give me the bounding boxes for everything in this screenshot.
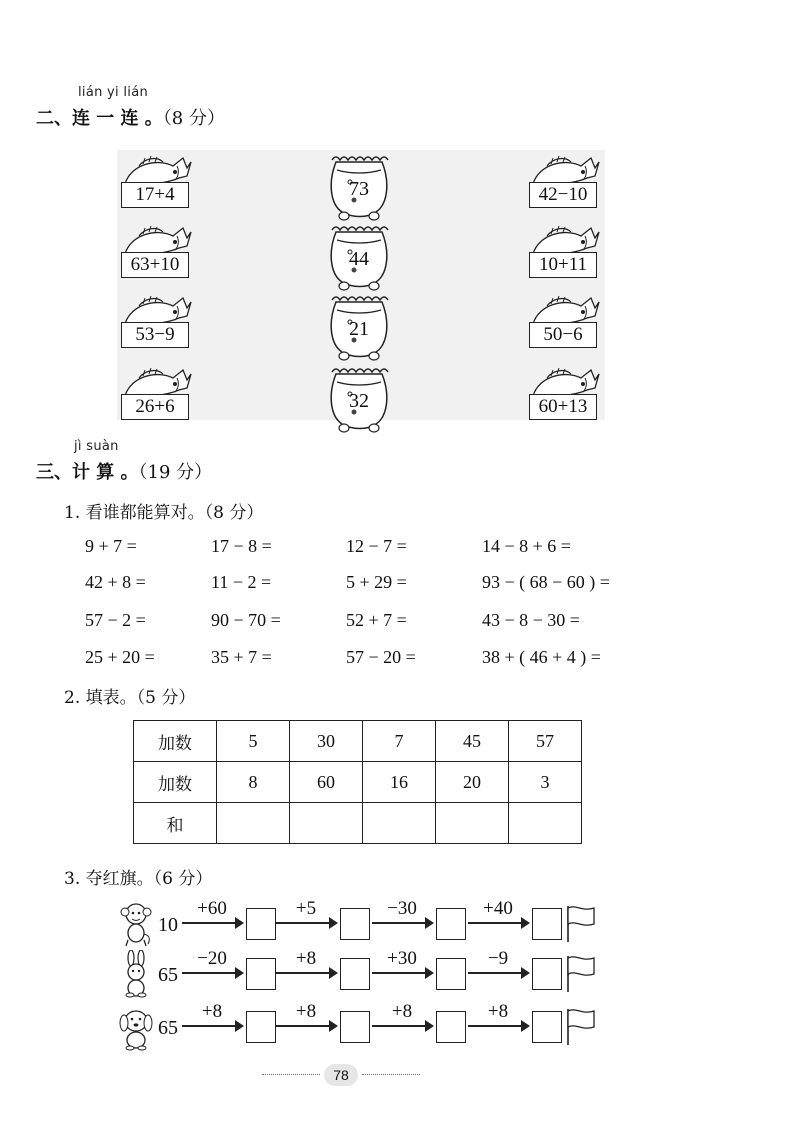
answer-box[interactable] (436, 958, 466, 990)
table-cell: 5 (217, 721, 290, 762)
answer-box[interactable] (340, 908, 370, 940)
chain-operation: −20 (197, 948, 227, 969)
equation: 90 − 70 = (211, 610, 281, 630)
equation: 12 − 7 = (346, 536, 407, 556)
equation: 43 − 8 − 30 = (482, 610, 580, 630)
answer-box[interactable] (532, 908, 562, 940)
fish-expression: 10+11 (529, 252, 597, 278)
fish-expression: 53−9 (121, 322, 189, 348)
table-cell: 45 (436, 721, 509, 762)
chain-start-number: 65 (158, 964, 178, 986)
equation: 14 − 8 + 6 = (482, 536, 571, 556)
fishbowl-target[interactable] (328, 364, 390, 436)
table-cell: 8 (217, 762, 290, 803)
table-row-addend-1 (134, 721, 582, 762)
q2-title: 2. 填表。（5 分） (64, 688, 196, 708)
fish-expression: 63+10 (121, 252, 189, 278)
chain-start-number: 10 (158, 914, 178, 936)
arrow-icon (372, 922, 432, 924)
dog-icon (118, 1003, 154, 1055)
fish-card-left[interactable] (117, 366, 193, 424)
answer-box[interactable] (532, 958, 562, 990)
table-cell: 57 (509, 721, 582, 762)
equation: 25 + 20 = (85, 647, 155, 667)
answer-box[interactable] (246, 908, 276, 940)
fish-card-left[interactable] (117, 154, 193, 212)
fishbowl-number: 73 (349, 178, 369, 200)
table-cell: 7 (363, 721, 436, 762)
arrow-icon (372, 1025, 432, 1027)
fish-expression: 50−6 (529, 322, 597, 348)
fish-card-right[interactable] (525, 366, 601, 424)
fish-card-right[interactable] (525, 294, 601, 352)
fish-card-left[interactable] (117, 294, 193, 352)
fishbowl-number: 44 (349, 248, 369, 270)
chain-operation: +8 (295, 948, 317, 969)
table-row-sum (134, 803, 582, 844)
flag-icon (564, 904, 598, 948)
equation: 42 + 8 = (85, 572, 146, 592)
answer-box[interactable] (340, 958, 370, 990)
fishbowl-number: 21 (349, 318, 369, 340)
answer-box[interactable] (436, 1011, 466, 1043)
page-number: 78 (324, 1064, 358, 1086)
answer-cell[interactable] (436, 803, 509, 844)
section2-title: 二、连 一 连 。 (36, 108, 163, 129)
fishbowl-number: 32 (349, 390, 369, 412)
fish-card-left[interactable] (117, 224, 193, 282)
flag-chain (118, 900, 598, 950)
arrow-icon (276, 1025, 336, 1027)
answer-cell[interactable] (290, 803, 363, 844)
chain-operation: +8 (487, 1001, 509, 1022)
table-cell: 20 (436, 762, 509, 803)
arrow-icon (276, 922, 336, 924)
equation: 11 − 2 = (211, 572, 272, 592)
equation: 5 + 29 = (346, 572, 407, 592)
fish-expression: 42−10 (529, 182, 597, 208)
equation: 35 + 7 = (211, 647, 272, 667)
table-row-label: 加数 (134, 721, 217, 762)
equation: 9 + 7 = (85, 536, 137, 556)
table-row-label: 加数 (134, 762, 217, 803)
chain-operation: −9 (487, 948, 509, 969)
section3-points: （19 分） (138, 462, 213, 483)
fish-expression: 17+4 (121, 182, 189, 208)
chain-operation: +8 (391, 1001, 413, 1022)
section3-title: 三、计 算 。 (36, 462, 139, 483)
flag-chain (118, 1003, 598, 1053)
equation: 57 − 20 = (346, 647, 416, 667)
rabbit-icon (118, 950, 154, 1002)
flag-chain (118, 950, 598, 1000)
answer-box[interactable] (246, 1011, 276, 1043)
chain-operation: +40 (483, 898, 513, 919)
table-cell: 60 (290, 762, 363, 803)
arrow-icon (468, 1025, 528, 1027)
answer-cell[interactable] (363, 803, 436, 844)
equation: 52 + 7 = (346, 610, 407, 630)
footer-dots-left (262, 1074, 320, 1075)
chain-operation: +60 (197, 898, 227, 919)
answer-box[interactable] (340, 1011, 370, 1043)
answer-box[interactable] (532, 1011, 562, 1043)
equation: 38 + ( 46 + 4 ) = (482, 647, 601, 667)
flag-icon (564, 1007, 598, 1051)
fish-expression: 60+13 (529, 394, 597, 420)
arrow-icon (182, 922, 242, 924)
q3-title: 3. 夺红旗。（6 分） (64, 869, 213, 889)
section3-pinyin: jì suàn (74, 439, 119, 454)
arrow-icon (182, 972, 242, 974)
fishbowl-target[interactable] (328, 222, 390, 294)
chain-operation: +8 (295, 1001, 317, 1022)
table-cell: 3 (509, 762, 582, 803)
section3-heading (36, 458, 212, 484)
section2-heading (36, 104, 225, 130)
answer-cell[interactable] (217, 803, 290, 844)
answer-box[interactable] (246, 958, 276, 990)
table-row-addend-2 (134, 762, 582, 803)
fishbowl-target[interactable] (328, 152, 390, 224)
sum-table (133, 720, 582, 844)
q1-title: 1. 看谁都能算对。（8 分） (64, 503, 264, 523)
section2-points: （8 分） (162, 108, 225, 129)
matching-area (117, 150, 605, 420)
monkey-icon (118, 900, 154, 952)
chain-start-number: 65 (158, 1017, 178, 1039)
fish-expression: 26+6 (121, 394, 189, 420)
fish-card-right[interactable] (525, 224, 601, 282)
arrow-icon (468, 922, 528, 924)
table-cell: 30 (290, 721, 363, 762)
arrow-icon (372, 972, 432, 974)
answer-box[interactable] (436, 908, 466, 940)
chain-operation: +5 (295, 898, 317, 919)
table-cell: 16 (363, 762, 436, 803)
equation: 93 − ( 68 − 60 ) = (482, 572, 610, 592)
chain-operation: +8 (201, 1001, 223, 1022)
fish-card-right[interactable] (525, 154, 601, 212)
fishbowl-target[interactable] (328, 292, 390, 364)
table-row-label: 和 (134, 803, 217, 844)
flag-icon (564, 954, 598, 998)
arrow-icon (182, 1025, 242, 1027)
section2-pinyin: lián yi lián (78, 85, 149, 100)
equation: 57 − 2 = (85, 610, 146, 630)
footer-dots-right (362, 1074, 420, 1075)
arrow-icon (276, 972, 336, 974)
arrow-icon (468, 972, 528, 974)
chain-operation: −30 (387, 898, 417, 919)
chain-operation: +30 (387, 948, 417, 969)
answer-cell[interactable] (509, 803, 582, 844)
equation: 17 − 8 = (211, 536, 272, 556)
